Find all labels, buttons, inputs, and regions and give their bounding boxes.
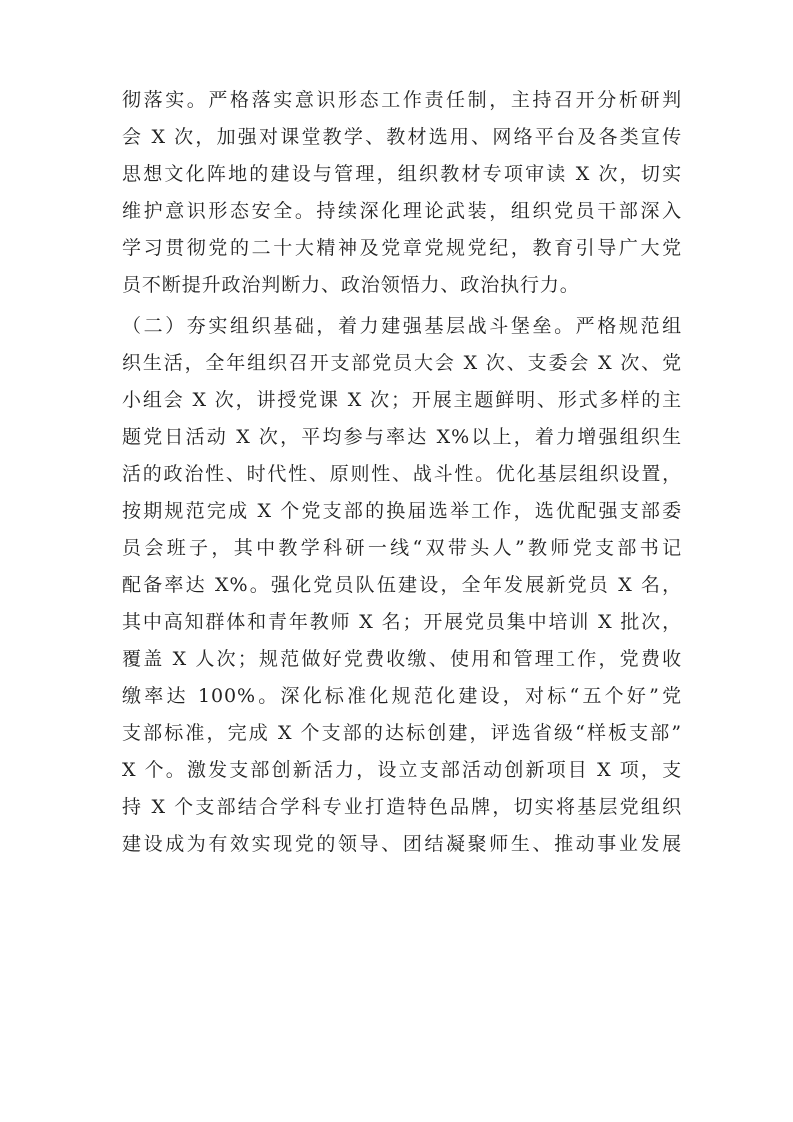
- text-line: 活的政治性、时代性、原则性、战斗性。优化基层组织设置，: [122, 463, 682, 485]
- text-line: 维护意识形态安全。持续深化理论武装，组织党员干部深入: [122, 200, 682, 222]
- paragraph-ideology-work: [122, 82, 682, 304]
- text-line: 小组会 X 次，讲授党课 X 次；开展主题鲜明、形式多样的主: [122, 389, 682, 411]
- paragraph-organization-building: [122, 308, 682, 863]
- text-line: 支部标准，完成 X 个支部的达标创建，评选省级“样板支部”: [122, 722, 682, 744]
- text-line: 会 X 次，加强对课堂教学、教材选用、网络平台及各类宣传: [122, 126, 682, 148]
- text-line: 其中高知群体和青年教师 X 名；开展党员集中培训 X 批次，: [122, 611, 682, 633]
- text-line: 织生活，全年组织召开支部党员大会 X 次、支委会 X 次、党: [122, 352, 682, 374]
- text-line: 缴率达 100%。深化标准化规范化建设，对标“五个好”党: [122, 685, 682, 707]
- text-line: 按期规范完成 X 个党支部的换届选举工作，选优配强支部委: [122, 500, 682, 522]
- text-line: 学习贯彻党的二十大精神及党章党规党纪，教育引导广大党: [122, 237, 682, 259]
- text-line: 持 X 个支部结合学科专业打造特色品牌，切实将基层党组织: [122, 796, 682, 818]
- text-line: 员不断提升政治判断力、政治领悟力、政治执行力。: [122, 274, 580, 296]
- text-line: 建设成为有效实现党的领导、团结凝聚师生、推动事业发展: [122, 833, 682, 855]
- text-line: X 个。激发支部创新活力，设立支部活动创新项目 X 项，支: [122, 759, 682, 781]
- text-line: 配备率达 X%。强化党员队伍建设，全年发展新党员 X 名，: [122, 574, 682, 596]
- section-heading-line: （二）夯实组织基础，着力建强基层战斗堡垒。严格规范组: [122, 315, 682, 337]
- text-line: 彻落实。严格落实意识形态工作责任制，主持召开分析研判: [122, 89, 682, 111]
- text-line: 思想文化阵地的建设与管理，组织教材专项审读 X 次，切实: [122, 163, 682, 185]
- text-line: 覆盖 X 人次；规范做好党费收缴、使用和管理工作，党费收: [122, 648, 682, 670]
- text-line: 员会班子，其中教学科研一线“双带头人”教师党支部书记: [122, 537, 682, 559]
- text-line: 题党日活动 X 次，平均参与率达 X%以上，着力增强组织生: [122, 426, 682, 448]
